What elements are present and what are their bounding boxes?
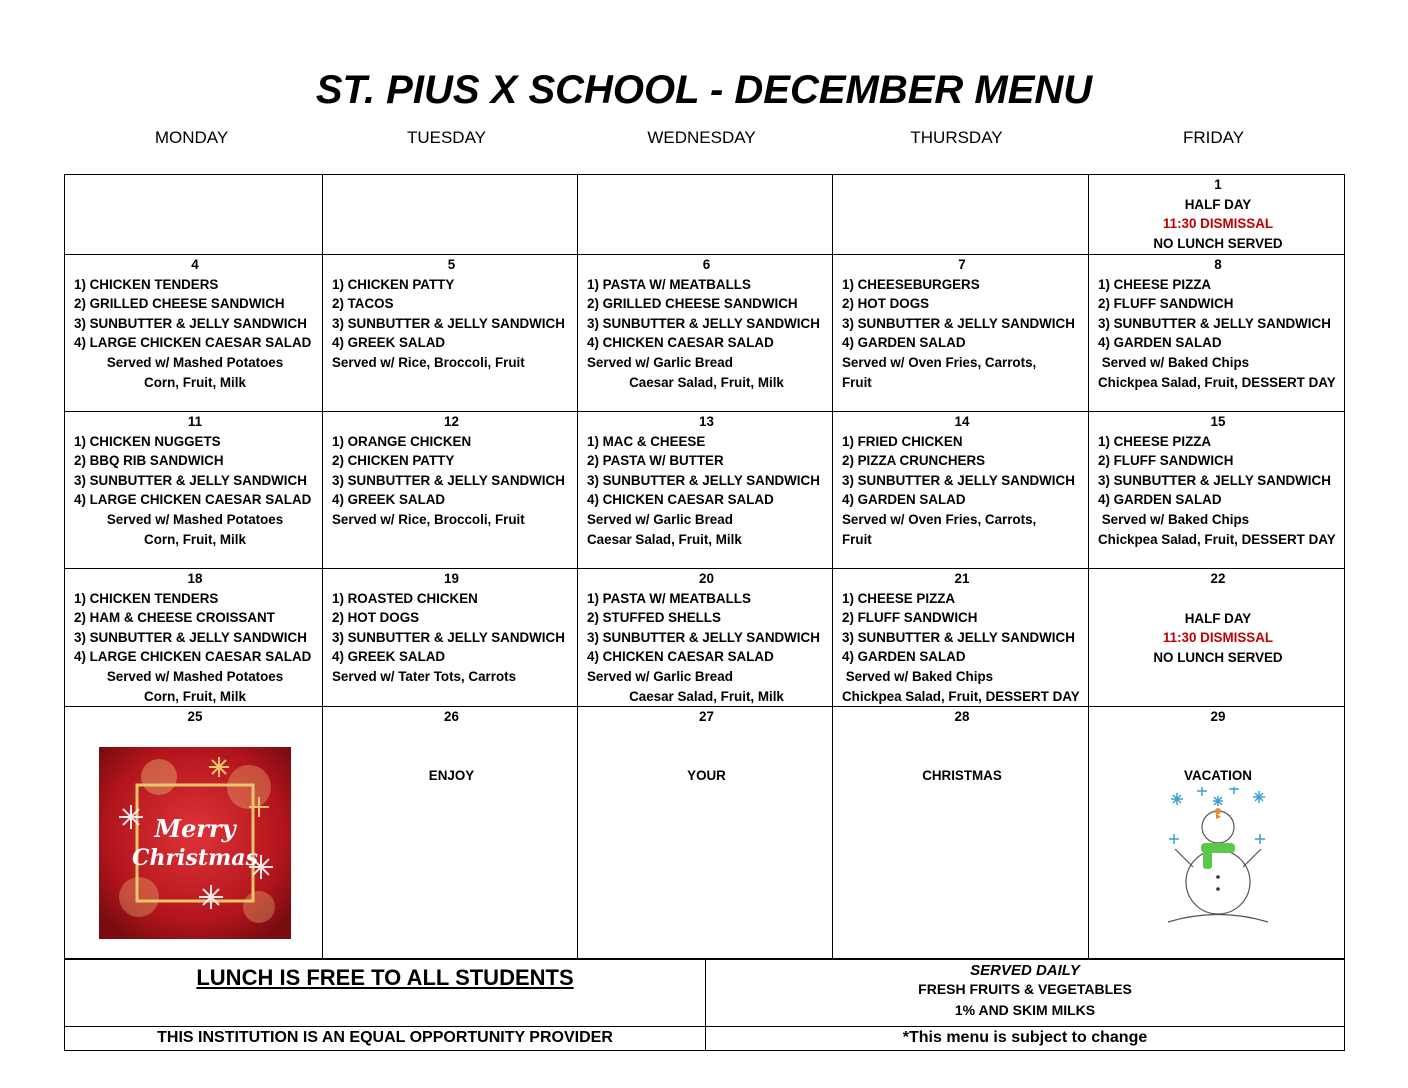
menu-item: 2) STUFFED SHELLS: [587, 610, 721, 626]
half-day-label: HALF DAY: [1184, 610, 1252, 626]
menu-item: 4) CHICKEN CAESAR SALAD: [587, 335, 774, 351]
half-day-label: HALF DAY: [1184, 196, 1252, 212]
day-cell-dec-13: [578, 412, 833, 569]
day-number: 29: [1210, 709, 1226, 725]
day-cell-dec-28: [833, 707, 1089, 960]
day-cell-dec-6: [578, 255, 833, 412]
menu-item: 2) FLUFF SANDWICH: [1098, 296, 1234, 312]
served-daily-cell: [706, 959, 1345, 1027]
menu-item: 2) HOT DOGS: [842, 296, 930, 312]
day-cell-dec-12: [323, 412, 578, 569]
day-cell-dec-8: [1089, 255, 1345, 412]
day-number: 19: [444, 571, 459, 586]
menu-item: 1) CHICKEN NUGGETS: [74, 433, 221, 449]
merry-christmas-image: [99, 747, 291, 939]
menu-item: 3) SUNBUTTER & JELLY SANDWICH: [74, 315, 307, 331]
day-cell-empty: [65, 175, 323, 255]
sides-text: Served w/ Rice, Broccoli, Fruit: [332, 354, 525, 370]
day-cell-dec-21: [833, 569, 1089, 707]
free-lunch-cell: [65, 959, 706, 1027]
calendar-grid: [64, 174, 1345, 960]
sides-text: Served w/ Garlic Bread: [587, 668, 733, 684]
menu-item: 4) CHICKEN CAESAR SALAD: [587, 492, 774, 508]
day-cell-empty: [323, 175, 578, 255]
menu-item: 1) CHICKEN TENDERS: [74, 276, 219, 292]
day-cell-empty: [578, 175, 833, 255]
dismissal-label: 11:30 DISMISSAL: [1162, 630, 1274, 646]
week-row: [65, 412, 1345, 569]
vacation-word: YOUR: [687, 767, 726, 783]
menu-item: 2) HAM & CHEESE CROISSANT: [74, 610, 275, 626]
footer-table: [64, 958, 1345, 1051]
card-text-christmas: Christmas: [132, 844, 258, 871]
menu-item: 4) LARGE CHICKEN CAESAR SALAD: [74, 492, 312, 508]
menu-item: 2) GRILLED CHEESE SANDWICH: [587, 296, 798, 312]
menu-item: 1) CHEESE PIZZA: [1098, 433, 1212, 449]
menu-item: 1) ROASTED CHICKEN: [332, 590, 478, 606]
sides-text: Served w/ Garlic Bread: [587, 511, 733, 527]
day-number: 11: [187, 414, 203, 429]
menu-item: 2) FLUFF SANDWICH: [1098, 453, 1234, 469]
week-row: [65, 569, 1345, 707]
menu-item: 2) GRILLED CHEESE SANDWICH: [74, 296, 285, 312]
menu-item: 3) SUNBUTTER & JELLY SANDWICH: [74, 629, 307, 645]
sides-text: Caesar Salad, Fruit, Milk: [587, 531, 742, 547]
menu-item: 1) ORANGE CHICKEN: [332, 433, 472, 449]
menu-item: 3) SUNBUTTER & JELLY SANDWICH: [842, 315, 1075, 331]
day-number: 18: [187, 571, 203, 586]
menu-item: 4) GREEK SALAD: [332, 335, 446, 351]
menu-item: 1) PASTA W/ MEATBALLS: [587, 590, 751, 606]
menu-item: 4) LARGE CHICKEN CAESAR SALAD: [74, 649, 312, 665]
menu-item: 1) CHICKEN TENDERS: [74, 590, 219, 606]
day-number: 22: [1210, 571, 1226, 586]
card-text-merry: Merry: [154, 813, 236, 843]
snowman-image: [1163, 787, 1273, 927]
day-number: 1: [1214, 177, 1222, 192]
menu-item: 2) PIZZA CRUNCHERS: [842, 453, 986, 469]
weekday-wednesday: WEDNESDAY: [647, 128, 756, 147]
vacation-word: ENJOY: [428, 767, 475, 783]
sides-text: Corn, Fruit, Milk: [144, 688, 246, 704]
sides-text: Served w/ Baked Chips: [1098, 511, 1250, 527]
menu-item: 1) PASTA W/ MEATBALLS: [587, 276, 751, 292]
sides-text: Chickpea Salad, Fruit, DESSERT DAY: [842, 688, 1080, 704]
day-cell-dec-20: [578, 569, 833, 707]
menu-item: 3) SUNBUTTER & JELLY SANDWICH: [1098, 315, 1331, 331]
sides-text: Served w/ Mashed Potatoes: [106, 511, 284, 527]
sides-text: Caesar Salad, Fruit, Milk: [629, 374, 784, 390]
menu-item: 3) SUNBUTTER & JELLY SANDWICH: [842, 472, 1075, 488]
menu-item: 4) GARDEN SALAD: [1098, 335, 1222, 351]
day-number: 8: [1214, 257, 1222, 272]
sides-text: Fruit: [842, 374, 872, 390]
menu-item: 3) SUNBUTTER & JELLY SANDWICH: [587, 315, 820, 331]
day-cell-dec-15: [1089, 412, 1345, 569]
menu-item: 1) CHICKEN PATTY: [332, 276, 455, 292]
day-cell-dec-18: [65, 569, 323, 707]
day-cell-dec-27: [578, 707, 833, 960]
menu-item: 2) PASTA W/ BUTTER: [587, 453, 724, 469]
sides-text: Fruit: [842, 531, 872, 547]
day-number: 20: [699, 571, 714, 586]
day-number: 4: [191, 257, 199, 272]
menu-item: 3) SUNBUTTER & JELLY SANDWICH: [332, 472, 565, 488]
day-cell-dec-22: [1089, 569, 1345, 707]
menu-item: 4) GREEK SALAD: [332, 649, 446, 665]
day-number: 21: [954, 571, 970, 586]
weekday-friday: FRIDAY: [1182, 128, 1245, 147]
sides-text: Corn, Fruit, Milk: [144, 531, 246, 547]
week-row: [65, 175, 1345, 255]
sides-text: Served w/ Rice, Broccoli, Fruit: [332, 511, 525, 527]
sides-text: Served w/ Mashed Potatoes: [106, 668, 284, 684]
week-row: [65, 707, 1345, 960]
menu-item: 2) HOT DOGS: [332, 610, 420, 626]
sides-text: Served w/ Tater Tots, Carrots: [332, 668, 517, 684]
day-number: 15: [1210, 414, 1226, 429]
day-number: 13: [699, 414, 714, 429]
menu-item: 4) GARDEN SALAD: [842, 649, 966, 665]
day-cell-dec-29: [1089, 707, 1345, 960]
day-cell-dec-19: [323, 569, 578, 707]
sides-text: Corn, Fruit, Milk: [144, 374, 246, 390]
menu-item: 4) GARDEN SALAD: [1098, 492, 1222, 508]
menu-item: 2) TACOS: [332, 296, 394, 312]
menu-item: 3) SUNBUTTER & JELLY SANDWICH: [332, 315, 565, 331]
menu-item: 2) BBQ RIB SANDWICH: [74, 453, 224, 469]
sides-text: Served w/ Garlic Bread: [587, 354, 733, 370]
served-daily-heading: SERVED DAILY: [970, 962, 1080, 979]
day-cell-dec-4: [65, 255, 323, 412]
day-number: 26: [444, 709, 459, 725]
menu-item: 4) GARDEN SALAD: [842, 335, 966, 351]
week-row: [65, 255, 1345, 412]
menu-item: 1) MAC & CHEESE: [587, 433, 706, 449]
menu-item: 3) SUNBUTTER & JELLY SANDWICH: [587, 629, 820, 645]
weekday-thursday: THURSDAY: [910, 128, 1003, 147]
menu-item: 2) CHICKEN PATTY: [332, 453, 455, 469]
served-daily-item: 1% AND SKIM MILKS: [954, 1002, 1096, 1018]
day-number: 5: [447, 257, 456, 272]
day-cell-dec-25: [65, 707, 323, 960]
day-number: 6: [702, 257, 711, 272]
day-cell-dec-1: [1089, 175, 1345, 255]
sides-text: Served w/ Oven Fries, Carrots,: [842, 354, 1037, 370]
page-title: ST. PIUS X SCHOOL - DECEMBER MENU: [315, 68, 1093, 112]
menu-item: 1) CHEESE PIZZA: [1098, 276, 1212, 292]
day-number: 12: [444, 414, 459, 429]
day-cell-dec-7: [833, 255, 1089, 412]
menu-item: 4) GARDEN SALAD: [842, 492, 966, 508]
day-cell-dec-11: [65, 412, 323, 569]
day-cell-empty: [833, 175, 1089, 255]
day-number: 27: [699, 709, 714, 725]
equal-opportunity-notice: THIS INSTITUTION IS AN EQUAL OPPORTUNITY PROVIDER: [65, 1027, 706, 1051]
no-lunch-label: NO LUNCH SERVED: [1153, 235, 1283, 251]
menu-item: 3) SUNBUTTER & JELLY SANDWICH: [74, 472, 307, 488]
dismissal-label: 11:30 DISMISSAL: [1162, 216, 1274, 232]
sides-text: Served w/ Mashed Potatoes: [106, 354, 284, 370]
day-cell-dec-5: [323, 255, 578, 412]
day-number: 25: [187, 709, 203, 725]
day-number: 7: [958, 257, 966, 272]
free-lunch-notice: LUNCH IS FREE TO ALL STUDENTS: [196, 965, 574, 990]
menu-item: 3) SUNBUTTER & JELLY SANDWICH: [842, 629, 1075, 645]
day-number: 28: [954, 709, 970, 725]
sides-text: Chickpea Salad, Fruit, DESSERT DAY: [1098, 374, 1336, 390]
sides-text: Served w/ Baked Chips: [1098, 354, 1250, 370]
sides-text: Chickpea Salad, Fruit, DESSERT DAY: [1098, 531, 1336, 547]
day-cell-dec-26: [323, 707, 578, 960]
vacation-word: CHRISTMAS: [922, 767, 1002, 783]
weekday-tuesday: TUESDAY: [406, 128, 487, 147]
menu-item: 1) CHEESEBURGERS: [842, 276, 980, 292]
sides-text: Served w/ Baked Chips: [842, 668, 994, 684]
menu-item: 3) SUNBUTTER & JELLY SANDWICH: [332, 629, 565, 645]
weekday-monday: MONDAY: [154, 128, 229, 147]
day-cell-dec-14: [833, 412, 1089, 569]
day-number: 14: [954, 414, 970, 429]
served-daily-item: FRESH FRUITS & VEGETABLES: [918, 981, 1132, 997]
menu-item: 2) FLUFF SANDWICH: [842, 610, 978, 626]
menu-item: 1) FRIED CHICKEN: [842, 433, 963, 449]
menu-item: 3) SUNBUTTER & JELLY SANDWICH: [587, 472, 820, 488]
vacation-word: VACATION: [1184, 767, 1252, 783]
menu-item: 1) CHEESE PIZZA: [842, 590, 956, 606]
menu-item: 3) SUNBUTTER & JELLY SANDWICH: [1098, 472, 1331, 488]
menu-item: 4) LARGE CHICKEN CAESAR SALAD: [74, 335, 312, 351]
menu-item: 4) CHICKEN CAESAR SALAD: [587, 649, 774, 665]
sides-text: Caesar Salad, Fruit, Milk: [629, 688, 784, 704]
no-lunch-label: NO LUNCH SERVED: [1153, 649, 1283, 665]
sides-text: Served w/ Oven Fries, Carrots,: [842, 511, 1037, 527]
menu-change-notice: *This menu is subject to change: [706, 1027, 1345, 1051]
menu-item: 4) GREEK SALAD: [332, 492, 446, 508]
weekday-header: [64, 128, 1344, 154]
